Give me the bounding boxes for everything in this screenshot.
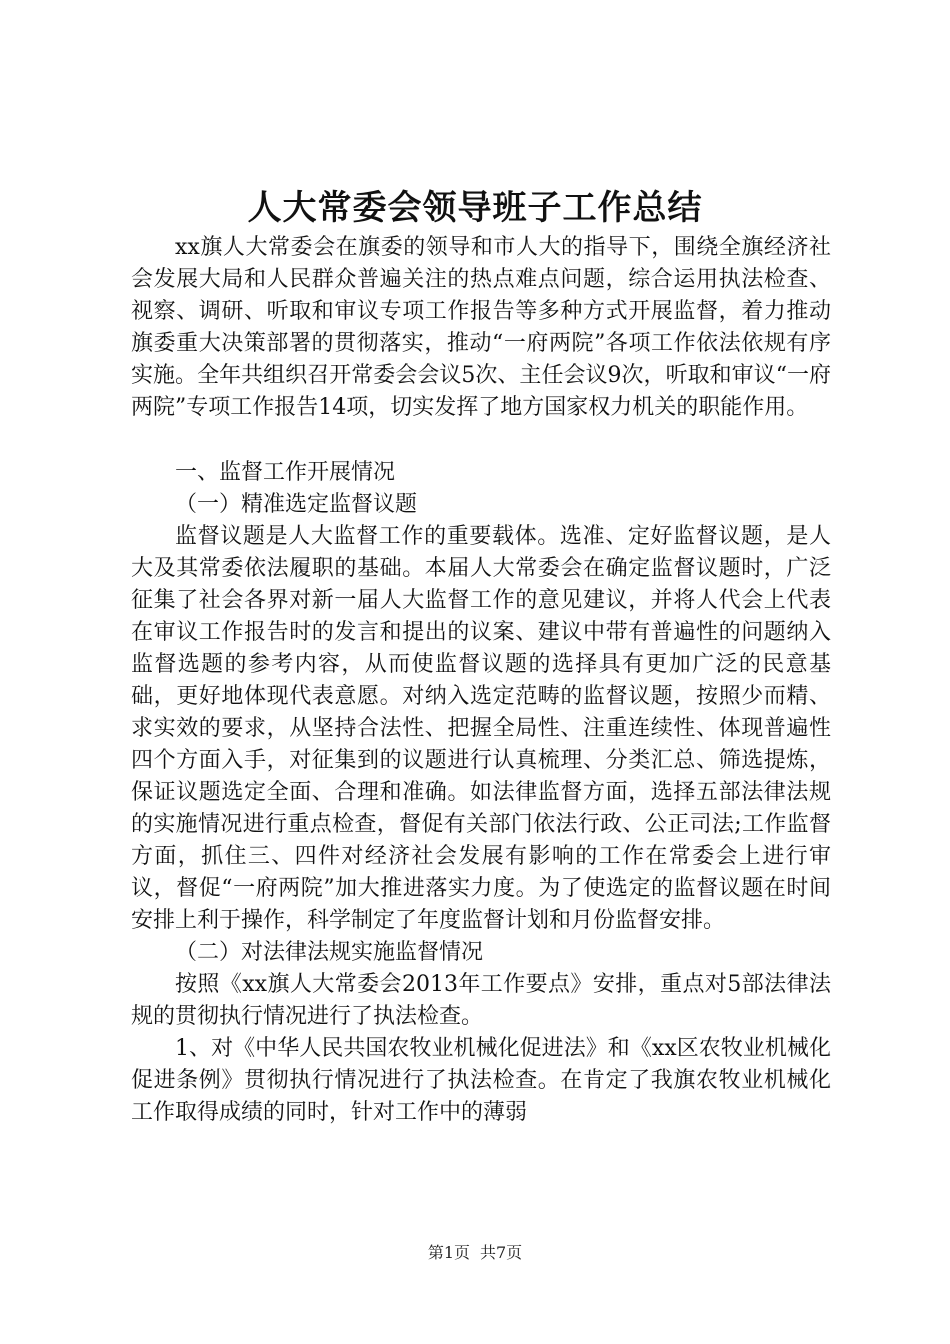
document-title: 人大常委会领导班子工作总结	[247, 188, 703, 228]
document-body	[131, 232, 831, 1129]
intro-paragraph: xx旗人大常委会在旗委的领导和市人大的指导下，围绕全旗经济社会发展大局和人民群众普遍关注的热点难点问题，综合运用执法检查、视察、调研、听取和审议专项工作报告等多种方式开展监督，着力推动旗委重大决策部署的贯彻落实，推动“一府两院”各项工作依法依规有序实施。全年共组织召开常委会会议5次、主任会议9次，听取和审议“一府两院”专项工作报告14项，切实发挥了地方国家权力机关的职能作用。	[131, 235, 831, 420]
body-paragraph-3: 1、对《中华人民共国农牧业机械化促进法》和《xx区农牧业机械化促进条例》贯彻执行情况进行了执法检查。在肯定了我旗农牧业机械化工作取得成绩的同时，针对工作中的薄弱	[131, 1036, 831, 1125]
body-paragraph-1: 监督议题是人大监督工作的重要载体。选准、定好监督议题，是人大及其常委依法履职的基础。本届人大常委会在确定监督议题时，广泛征集了社会各界对新一届人大监督工作的意见建议，并将人代会上代表在审议工作报告时的发言和提出的议案、建议中带有普遍性的问题纳入监督选题的参考内容，从而使监督议题的选择具有更加广泛的民意基础，更好地体现代表意愿。对纳入选定范畴的监督议题，按照少而精、求实效的要求，从坚持合法性、把握全局性、注重连续性、体现普遍性四个方面入手，对征集到的议题进行认真梳理、分类汇总、筛选提炼，保证议题选定全面、合理和准确。如法律监督方面，选择五部法律法规的实施情况进行重点检查，督促有关部门依法行政、公正司法;工作监督方面，抓住三、四件对经济社会发展有影响的工作在常委会上进行审议，督促“一府两院”加大推进落实力度。为了使选定的监督议题在时间安排上利于操作，科学制定了年度监督计划和月份监督安排。	[131, 524, 831, 933]
section-heading-1: 一、监督工作开展情况	[175, 460, 396, 485]
page-number: 第1页	[427, 1243, 470, 1262]
subsection-heading-2: （二）对法律法规实施监督情况	[175, 940, 484, 965]
body-paragraph-2: 按照《xx旗人大常委会2013年工作要点》安排，重点对5部法律法规的贯彻执行情况进行了执法检查。	[131, 972, 831, 1029]
page-total: 共7页	[480, 1243, 523, 1262]
subsection-heading-1: （一）精准选定监督议题	[175, 492, 418, 517]
page-footer	[0, 1241, 950, 1265]
